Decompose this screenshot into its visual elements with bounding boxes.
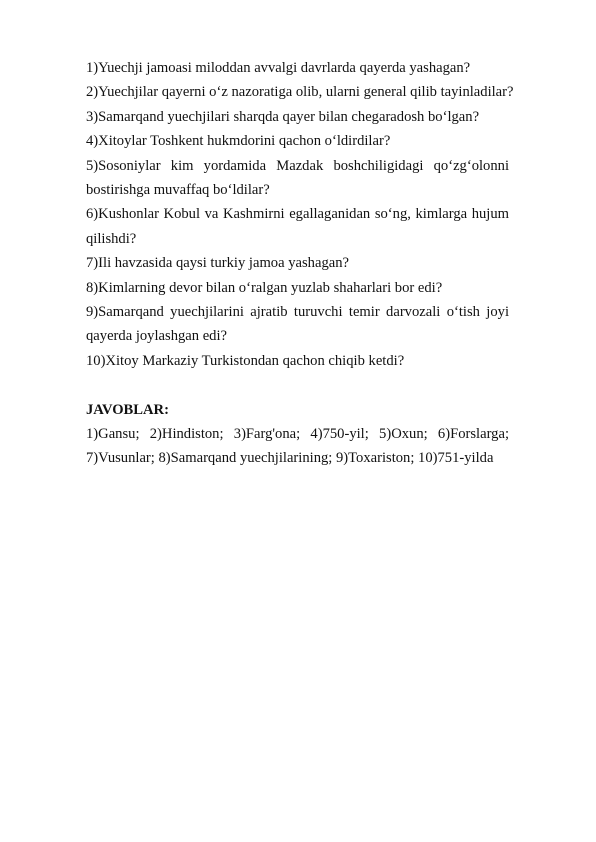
- question-8: 8)Kimlarning devor bilan o‘ralgan yuzlab shaharlari bor edi?: [86, 279, 443, 296]
- question-5: 5)Sosoniylar kim yordamida Mazdak boshchiligidagi qo‘zg‘olonni bostirishga muvaffaq bo‘ldilar?: [86, 157, 509, 199]
- question-2: 2)Yuechjilar qayerni o‘z nazoratiga olib, ularni general qilib tayinladilar?: [86, 84, 514, 101]
- section-spacer: [86, 373, 509, 397]
- document-content: [86, 56, 514, 471]
- question-7: 7)Ili havzasida qaysi turkiy jamoa yashagan?: [86, 255, 350, 272]
- question-6: 6)Kushonlar Kobul va Kashmirni egallaganidan so‘ng, kimlarga hujum qilishdi?: [86, 206, 509, 247]
- answers-text: 1)Gansu; 2)Hindiston; 3)Farg'ona; 4)750-yil; 5)Oxun; 6)Forslarga; 7)Vusunlar; 8)Samarqand yuechjilarining; 9)Toxariston; 10)751-yilda: [86, 426, 509, 467]
- question-3: 3)Samarqand yuechjilari sharqda qayer bilan chegaradosh bo‘lgan?: [86, 108, 480, 125]
- question-10: 10)Xitoy Markaziy Turkistondan qachon chiqib ketdi?: [86, 352, 405, 369]
- question-9: 9)Samarqand yuechjilarini ajratib turuvchi temir darvozali o‘tish joyi qayerda joylashgan edi?: [86, 304, 509, 345]
- question-4: 4)Xitoylar Toshkent hukmdorini qachon o‘ldirdilar?: [86, 133, 391, 150]
- question-1: 1)Yuechji jamoasi miloddan avvalgi davrlarda qayerda yashagan?: [86, 60, 471, 76]
- answers-heading: JAVOBLAR:: [86, 401, 169, 418]
